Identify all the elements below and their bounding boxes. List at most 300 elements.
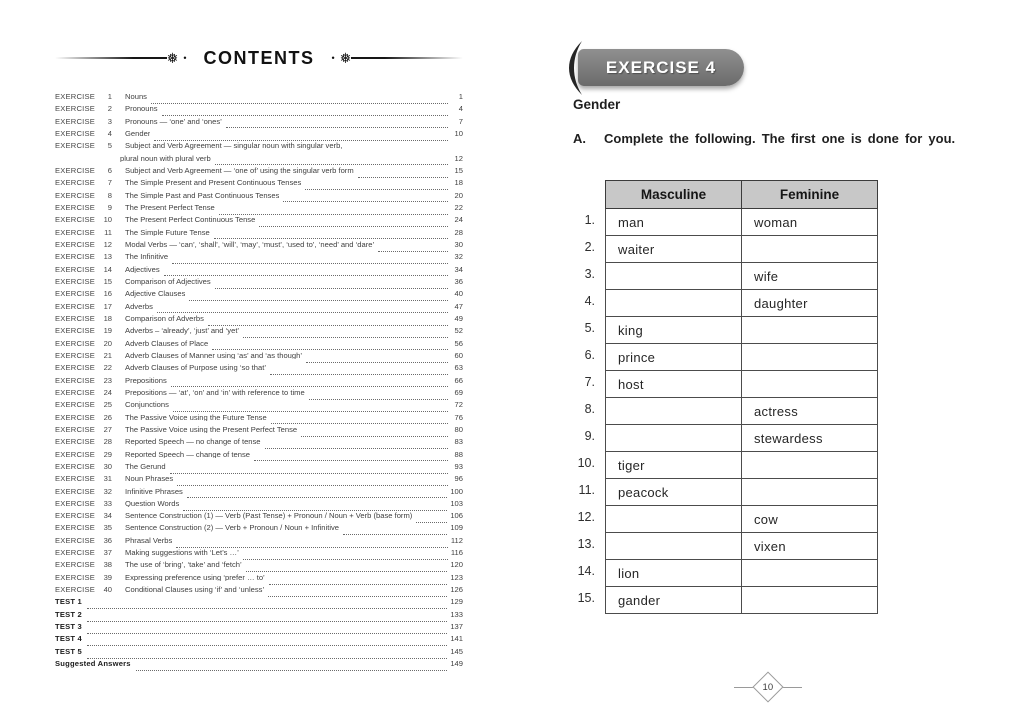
- toc-leader-dots: [416, 522, 447, 523]
- toc-entry-label: EXERCISE: [55, 523, 96, 533]
- cell-masculine: gander: [606, 587, 742, 614]
- toc-leader-dots: [136, 670, 448, 671]
- toc-leader-dots: [246, 571, 448, 572]
- toc-entry-title: Pronouns: [125, 105, 158, 113]
- toc-entry-label: EXERCISE: [55, 338, 96, 348]
- toc-leader-dots: [172, 263, 448, 264]
- toc-entry: [55, 426, 463, 438]
- toc-entry: [55, 451, 463, 463]
- toc-entry-label: TEST 1: [55, 597, 82, 607]
- toc-entry: [55, 179, 463, 191]
- toc-entry-label: EXERCISE: [55, 449, 96, 459]
- toc-entry-page: 129: [450, 597, 463, 607]
- toc-entry-page: 145: [450, 646, 463, 656]
- toc-entry: [55, 253, 463, 265]
- cell-masculine: king: [606, 317, 742, 344]
- toc-leader-dots: [254, 460, 448, 461]
- table-row-number: 13.: [577, 537, 595, 551]
- toc-entry: [55, 524, 463, 536]
- toc-entry-page: 141: [450, 634, 463, 644]
- toc-leader-dots: [173, 411, 448, 412]
- toc-entry: [55, 537, 463, 549]
- snowflake-icon: ❅: [166, 50, 179, 66]
- toc-leader-dots: [243, 337, 448, 338]
- contents-title: CONTENTS: [203, 47, 315, 68]
- toc-entry: [55, 142, 463, 154]
- toc-entry-title: Gender: [125, 129, 151, 138]
- header-rule-left: [55, 57, 167, 59]
- toc-entry-title: The Present Perfect Continuous Tense: [125, 216, 256, 224]
- toc-entry-page: 52: [454, 326, 463, 336]
- toc-entry-title: plural noun with plural verb: [120, 154, 211, 163]
- toc-entry-number: 33: [103, 498, 113, 508]
- toc-entry-number: 25: [103, 400, 113, 410]
- table-row-number: 10.: [577, 456, 595, 470]
- toc-entry-page: 30: [454, 239, 463, 249]
- toc-entry: [55, 611, 463, 623]
- toc-entry-title: Phrasal Verbs: [125, 536, 173, 545]
- toc-entry-page: 66: [454, 375, 463, 385]
- table-row-number: 9.: [584, 429, 595, 443]
- toc-leader-dots: [270, 374, 448, 375]
- table-row: [606, 506, 878, 533]
- toc-entry: [55, 463, 463, 475]
- toc-entry-page: 56: [454, 338, 463, 348]
- toc-entry-label: EXERCISE: [55, 498, 96, 508]
- toc-entry-page: 47: [454, 301, 463, 311]
- table-row-number: 5.: [584, 321, 595, 335]
- table-row: [606, 398, 878, 425]
- toc-entry-number: 12: [103, 239, 113, 249]
- toc-entry-number: 14: [103, 264, 113, 274]
- toc-entry-label: TEST 5: [55, 646, 82, 656]
- toc-entry: [55, 475, 463, 487]
- toc-leader-dots: [170, 473, 448, 474]
- toc-entry-number: 13: [103, 252, 113, 262]
- toc-entry-number: 23: [103, 375, 113, 385]
- toc-entry-title: The use of ‘bring’, ‘take’ and ‘fetch’: [125, 561, 242, 570]
- toc-leader-dots: [87, 621, 447, 622]
- cell-feminine: [742, 587, 878, 614]
- toc-entry-page: 24: [454, 215, 463, 225]
- toc-entry-page: 20: [454, 190, 463, 200]
- toc-entry: [55, 118, 463, 130]
- toc-entry-number: 35: [103, 523, 113, 533]
- page-number: 10: [762, 681, 774, 693]
- table-row: [606, 452, 878, 479]
- toc-entry-label: EXERCISE: [55, 104, 96, 114]
- cell-masculine: prince: [606, 344, 742, 371]
- toc-entry-number: 38: [103, 560, 113, 570]
- toc-leader-dots: [259, 226, 448, 227]
- cell-masculine: host: [606, 371, 742, 398]
- table-row-number: 15.: [577, 591, 595, 605]
- toc-entry-page: 7: [458, 116, 463, 126]
- toc-entry-number: 34: [103, 511, 113, 521]
- toc-entry: [55, 438, 463, 450]
- toc-entry-number: 40: [103, 585, 113, 595]
- toc-entry-title: Nouns: [125, 93, 147, 101]
- toc-entry: [55, 549, 463, 561]
- toc-entry-page: 123: [450, 572, 463, 582]
- toc-entry-number: 9: [107, 202, 113, 212]
- toc-entry-number: 11: [104, 227, 113, 237]
- toc-entry-number: 16: [103, 289, 113, 299]
- toc-entry-number: 27: [103, 424, 113, 434]
- table-row-number: 8.: [584, 402, 595, 416]
- cell-feminine: [742, 560, 878, 587]
- toc-entry-page: 4: [458, 104, 463, 114]
- toc-entry: [55, 352, 463, 364]
- toc-entry: [55, 500, 463, 512]
- toc-entry-title: The Simple Past and Past Continuous Tenses: [125, 191, 280, 200]
- toc-entry: [55, 216, 463, 228]
- cell-feminine: [742, 371, 878, 398]
- toc-leader-dots: [212, 349, 448, 350]
- toc-entry-title: Reported Speech — no change of tense: [125, 438, 261, 446]
- toc-entry-label: EXERCISE: [55, 276, 96, 286]
- toc-entry: [55, 488, 463, 500]
- cell-masculine: [606, 425, 742, 452]
- toc-entry-page: 36: [454, 276, 463, 286]
- toc-entry: [55, 574, 463, 586]
- toc-entry-page: 120: [450, 560, 463, 570]
- toc-entry: [55, 241, 463, 253]
- toc-entry: [55, 266, 463, 278]
- toc-entry-page: 49: [454, 313, 463, 323]
- cell-feminine: actress: [742, 398, 878, 425]
- toc-entry-number: 1: [107, 92, 113, 101]
- toc-leader-dots: [215, 288, 448, 289]
- badge-line-left: [734, 687, 753, 688]
- toc-leader-dots: [243, 559, 448, 560]
- toc-entry-label: EXERCISE: [55, 474, 96, 484]
- toc-leader-dots: [265, 448, 448, 449]
- toc-entry-number: 22: [103, 363, 113, 373]
- toc-entry-label: EXERCISE: [55, 227, 96, 237]
- toc-entry-title: The Passive Voice using the Present Perfect Tense: [125, 425, 298, 434]
- toc-entry-number: 21: [103, 350, 113, 360]
- table-row-number: 3.: [584, 267, 595, 281]
- cell-masculine: [606, 398, 742, 425]
- cell-masculine: man: [606, 209, 742, 236]
- toc-entry-page: 76: [454, 412, 463, 422]
- toc-leader-dots: [271, 423, 448, 424]
- toc-entry: [55, 204, 463, 216]
- toc-leader-dots: [187, 497, 447, 498]
- column-header-masculine: Masculine: [606, 181, 742, 209]
- toc-entry-label: EXERCISE: [55, 215, 96, 225]
- toc-entry-number: 19: [103, 326, 113, 336]
- toc-entry-page: 133: [450, 609, 463, 619]
- table-row: [606, 263, 878, 290]
- column-header-feminine: Feminine: [742, 181, 878, 209]
- toc-entry: [55, 278, 463, 290]
- toc-leader-dots: [208, 325, 448, 326]
- toc-entry-number: 7: [107, 178, 113, 188]
- toc-entry-page: 60: [454, 350, 463, 360]
- toc-leader-dots: [183, 510, 447, 511]
- toc-entry-page: 149: [450, 659, 463, 669]
- table-row: [606, 371, 878, 398]
- toc-entry-number: 2: [107, 104, 113, 114]
- toc-entry-label: EXERCISE: [55, 301, 96, 311]
- toc-leader-dots: [215, 164, 448, 165]
- toc-entry-page: 100: [450, 486, 463, 496]
- snowflake-icon: ❅: [339, 50, 352, 66]
- toc-entry: [55, 561, 463, 573]
- toc-list: [55, 93, 463, 672]
- toc-entry-title: Prepositions — ‘at’, ‘on’ and ‘in’ with reference to time: [125, 388, 305, 397]
- cell-feminine: vixen: [742, 533, 878, 560]
- cell-feminine: woman: [742, 209, 878, 236]
- toc-entry-page: 96: [454, 474, 463, 484]
- part-label: A.: [573, 131, 586, 146]
- toc-entry: [55, 586, 463, 598]
- toc-leader-dots: [171, 386, 448, 387]
- toc-entry: [55, 130, 463, 142]
- toc-leader-dots: [151, 103, 448, 104]
- cell-feminine: [742, 452, 878, 479]
- toc-entry-page: 72: [454, 400, 463, 410]
- toc-entry: [55, 105, 463, 117]
- toc-entry-title: Conditional Clauses using ‘if’ and ‘unless’: [125, 586, 265, 594]
- toc-entry: [55, 93, 463, 105]
- toc-entry-page: 109: [450, 523, 463, 533]
- table-row-numbers: [563, 207, 595, 612]
- toc-entry-label: EXERCISE: [55, 350, 96, 360]
- toc-leader-dots: [87, 633, 447, 634]
- toc-leader-dots: [87, 658, 447, 659]
- toc-entry-label: EXERCISE: [55, 437, 96, 447]
- toc-entry-label: TEST 3: [55, 622, 82, 632]
- toc-entry-label: EXERCISE: [55, 289, 96, 299]
- toc-entry-label: EXERCISE: [55, 535, 96, 545]
- cell-feminine: daughter: [742, 290, 878, 317]
- toc-entry-number: 28: [103, 437, 113, 447]
- toc-entry: [55, 340, 463, 352]
- toc-entry: [55, 377, 463, 389]
- toc-leader-dots: [269, 584, 448, 585]
- toc-leader-dots: [189, 300, 448, 301]
- toc-entry-label: EXERCISE: [55, 313, 96, 323]
- toc-entry-title: Adverb Clauses of Manner using ‘as’ and ‘as though’: [125, 351, 303, 360]
- toc-entry-title: Expressing preference using ‘prefer … to’: [125, 573, 265, 582]
- toc-entry-label: EXERCISE: [55, 387, 96, 397]
- table-body: [606, 209, 878, 614]
- toc-entry-title: Making suggestions with ‘Let’s …’: [125, 549, 239, 557]
- toc-entry-label: EXERCISE: [55, 239, 96, 249]
- toc-entry-title: Adjectives: [125, 265, 160, 274]
- table-row: [606, 560, 878, 587]
- toc-leader-dots: [268, 596, 447, 597]
- toc-entry-page: 137: [450, 622, 463, 632]
- toc-entry: [55, 401, 463, 413]
- toc-entry: [55, 623, 463, 635]
- gender-table: [605, 180, 878, 614]
- toc-entry-page: 1: [458, 92, 463, 101]
- toc-entry-label: EXERCISE: [55, 326, 96, 336]
- toc-leader-dots: [301, 436, 448, 437]
- toc-entry: [55, 389, 463, 401]
- table-row: [606, 236, 878, 263]
- toc-entry: [55, 327, 463, 339]
- toc-entry-label: EXERCISE: [55, 572, 96, 582]
- toc-entry-title: The Gerund: [125, 462, 166, 471]
- cell-feminine: [742, 344, 878, 371]
- toc-leader-dots: [162, 115, 448, 116]
- table-row-number: 1.: [584, 213, 595, 227]
- table-row: [606, 533, 878, 560]
- toc-entry-label: EXERCISE: [55, 252, 96, 262]
- cell-feminine: [742, 479, 878, 506]
- toc-entry-label: EXERCISE: [55, 128, 96, 138]
- toc-entry-label: EXERCISE: [55, 560, 96, 570]
- toc-leader-dots: [164, 275, 448, 276]
- toc-entry-label: EXERCISE: [55, 92, 96, 101]
- toc-leader-dots: [305, 189, 448, 190]
- toc-entry: [55, 229, 463, 241]
- toc-entry-title: Pronouns — ‘one’ and ‘ones’: [125, 117, 222, 126]
- toc-entry: [55, 290, 463, 302]
- banner-body: [578, 49, 744, 86]
- toc-leader-dots: [343, 534, 447, 535]
- toc-entry-page: 69: [454, 387, 463, 397]
- table-row: [606, 209, 878, 236]
- toc-leader-dots: [306, 362, 448, 363]
- toc-entry-title: Question Words: [125, 499, 180, 508]
- table-row-number: 12.: [577, 510, 595, 524]
- cell-feminine: [742, 317, 878, 344]
- toc-entry-label: EXERCISE: [55, 165, 96, 175]
- toc-entry-page: 116: [450, 548, 463, 558]
- toc-entry-page: 83: [454, 437, 463, 447]
- toc-entry: [55, 167, 463, 179]
- exercise-banner: [570, 48, 748, 86]
- toc-entry-number: 10: [103, 215, 113, 225]
- toc-entry-page: 28: [454, 227, 463, 237]
- section-title: Gender: [573, 97, 621, 112]
- toc-entry: [55, 303, 463, 315]
- table-row-number: 14.: [577, 564, 595, 578]
- toc-entry-number: 31: [103, 474, 113, 484]
- toc-entry-title: Reported Speech — change of tense: [125, 450, 250, 459]
- cell-masculine: [606, 506, 742, 533]
- toc-entry-page: 126: [450, 585, 463, 595]
- toc-entry-page: 63: [454, 363, 463, 373]
- cell-feminine: stewardess: [742, 425, 878, 452]
- toc-entry-number: 3: [107, 116, 113, 126]
- cell-masculine: [606, 533, 742, 560]
- cell-masculine: peacock: [606, 479, 742, 506]
- toc-entry: [55, 512, 463, 524]
- toc-entry-label: EXERCISE: [55, 548, 96, 558]
- toc-entry-title: Adverbs – ‘already’, ‘just’ and ‘yet’: [125, 327, 240, 335]
- toc-entry-title: Prepositions: [125, 376, 167, 385]
- toc-entry-page: 112: [450, 535, 463, 545]
- toc-entry-number: 6: [107, 165, 113, 175]
- badge-line-right: [783, 687, 802, 688]
- toc-leader-dots: [226, 127, 448, 128]
- toc-leader-dots: [157, 312, 448, 313]
- toc-entry-title: Noun Phrases: [125, 475, 174, 483]
- toc-entry-title: Adverbs: [125, 302, 153, 311]
- toc-entry-label: EXERCISE: [55, 116, 96, 126]
- toc-entry-number: 20: [103, 338, 113, 348]
- table-row: [606, 425, 878, 452]
- toc-entry-number: 36: [103, 535, 113, 545]
- toc-entry-label: EXERCISE: [55, 486, 96, 496]
- toc-entry-title: Adjective Clauses: [125, 290, 186, 298]
- toc-leader-dots: [219, 214, 448, 215]
- toc-entry-label: EXERCISE: [55, 190, 96, 200]
- toc-entry-number: 30: [103, 461, 113, 471]
- toc-entry-title: Infinitive Phrases: [125, 487, 183, 496]
- banner-label: EXERCISE 4: [605, 57, 717, 77]
- toc-entry: [55, 192, 463, 204]
- toc-entry-number: 8: [107, 190, 113, 200]
- toc-entry-label: TEST 2: [55, 609, 82, 619]
- toc-entry-label: EXERCISE: [55, 585, 96, 595]
- contents-page: [55, 44, 463, 672]
- toc-entry-number: 24: [103, 387, 113, 397]
- table-row-number: 2.: [584, 240, 595, 254]
- toc-entry-title: Subject and Verb Agreement — ‘one of’ using the singular verb form: [125, 166, 354, 175]
- toc-leader-dots: [176, 547, 448, 548]
- table-row: [606, 317, 878, 344]
- toc-entry-page: 103: [450, 498, 463, 508]
- toc-entry: [55, 155, 463, 167]
- instruction-text: Complete the following. The first one is done for you.: [604, 131, 956, 146]
- toc-entry-page: 106: [450, 511, 463, 521]
- cell-feminine: wife: [742, 263, 878, 290]
- dot-icon: •: [331, 52, 335, 63]
- toc-entry-label: EXERCISE: [55, 178, 96, 188]
- badge-diamond: [752, 671, 783, 702]
- toc-entry-label: EXERCISE: [55, 375, 96, 385]
- cell-feminine: cow: [742, 506, 878, 533]
- toc-entry-number: 39: [103, 572, 113, 582]
- toc-entry-label: TEST 4: [55, 634, 82, 644]
- toc-leader-dots: [87, 645, 447, 646]
- toc-entry-page: 93: [454, 461, 463, 471]
- toc-entry-title: The Simple Future Tense: [125, 228, 210, 237]
- table-row-number: 4.: [584, 294, 595, 308]
- toc-entry-number: 26: [103, 412, 113, 422]
- cell-feminine: [742, 236, 878, 263]
- table-row: [606, 290, 878, 317]
- cell-masculine: lion: [606, 560, 742, 587]
- toc-entry-title: Subject and Verb Agreement — singular noun with singular verb,: [125, 142, 343, 150]
- toc-entry: [55, 598, 463, 610]
- toc-entry-title: Conjunctions: [125, 401, 169, 409]
- table-row-number: 7.: [584, 375, 595, 389]
- toc-leader-dots: [358, 177, 448, 178]
- table-row: [606, 479, 878, 506]
- toc-leader-dots: [177, 485, 448, 486]
- toc-entry-number: 29: [103, 449, 113, 459]
- toc-entry-label: EXERCISE: [55, 461, 96, 471]
- toc-entry-number: 37: [103, 548, 113, 558]
- cell-masculine: [606, 290, 742, 317]
- toc-entry: [55, 414, 463, 426]
- toc-entry-label: EXERCISE: [55, 141, 96, 151]
- table-row-number: 6.: [584, 348, 595, 362]
- page-number-badge: [712, 672, 824, 702]
- toc-entry-number: 18: [103, 313, 113, 323]
- toc-entry-label: EXERCISE: [55, 363, 96, 373]
- toc-entry: [55, 660, 463, 672]
